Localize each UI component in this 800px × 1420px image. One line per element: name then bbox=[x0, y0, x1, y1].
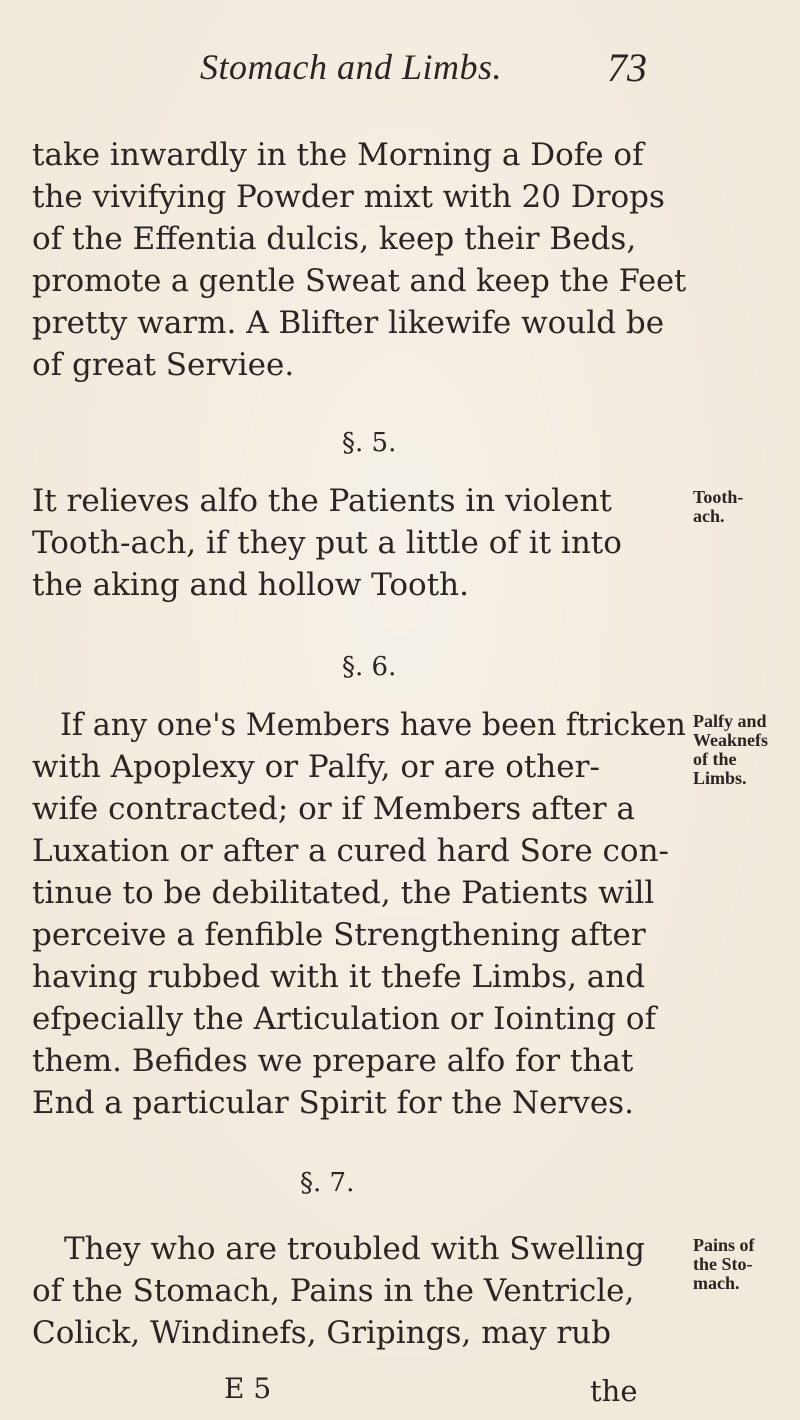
text-line: them. Befides we prepare alfo for that bbox=[32, 1043, 634, 1079]
section-heading: §. 6. bbox=[342, 652, 397, 682]
text-line: take inwardly in the Morning a Dofe of bbox=[32, 137, 644, 173]
margin-note-line: Limbs. bbox=[693, 767, 747, 788]
margin-note-line: mach. bbox=[693, 1272, 740, 1293]
text-line: efpecially the Articulation or Iointing of bbox=[32, 1001, 657, 1037]
text-line: promote a gentle Sweat and keep the Feet bbox=[32, 263, 687, 299]
text-line: tinue to be debilitated, the Patients will bbox=[32, 875, 655, 911]
margin-note-line: of the bbox=[693, 748, 737, 769]
catchword: the bbox=[590, 1374, 638, 1408]
page-header bbox=[0, 38, 800, 98]
text-line: of the Stomach, Pains in the Ventricle, bbox=[32, 1273, 635, 1309]
text-line: If any one's Members have been ftricken bbox=[60, 707, 686, 743]
text-line: of great Serviee. bbox=[32, 347, 295, 383]
text-line: They who are troubled with Swelling bbox=[64, 1231, 645, 1267]
text-line: perceive a fenfible Strengthening after bbox=[32, 917, 646, 953]
text-line: It relieves alfo the Patients in violent bbox=[32, 483, 612, 519]
text-line: End a particular Spirit for the Nerves. bbox=[32, 1085, 634, 1121]
text-line: of the Effentia dulcis, keep their Beds, bbox=[32, 221, 637, 257]
margin-note-line: Weaknefs bbox=[693, 729, 769, 750]
page-number: 73 bbox=[607, 45, 647, 90]
margin-note-line: the Sto- bbox=[693, 1253, 753, 1274]
running-title: Stomach and Limbs. bbox=[200, 47, 503, 87]
text-line: having rubbed with it thefe Limbs, and bbox=[32, 959, 646, 995]
page-footer bbox=[0, 1372, 800, 1412]
section-heading: §. 5. bbox=[342, 428, 397, 458]
margin-note-line: Palfy and bbox=[693, 711, 767, 731]
text-line: pretty warm. A Blifter likewife would be bbox=[32, 305, 665, 341]
margin-note bbox=[693, 712, 798, 788]
margin-note-line: Tooth- bbox=[693, 487, 744, 507]
text-line: Colick, Windinefs, Gripings, may rub bbox=[32, 1315, 611, 1351]
text-line: Luxation or after a cured hard Sore con- bbox=[32, 833, 670, 869]
text-line: the vivifying Powder mixt with 20 Drops bbox=[32, 179, 665, 215]
section-heading: §. 7. bbox=[300, 1168, 355, 1198]
margin-note bbox=[693, 488, 798, 526]
text-line: with Apoplexy or Palfy, or are other- bbox=[32, 749, 600, 785]
margin-note bbox=[693, 1236, 798, 1293]
margin-note-line: ach. bbox=[693, 505, 725, 526]
margin-note-line: Pains of bbox=[693, 1235, 755, 1255]
signature-mark: E 5 bbox=[224, 1372, 272, 1405]
text-line: the aking and hollow Tooth. bbox=[32, 567, 469, 603]
text-line: Tooth-ach, if they put a little of it into bbox=[32, 525, 622, 561]
text-line: wife contracted; or if Members after a bbox=[32, 791, 635, 827]
